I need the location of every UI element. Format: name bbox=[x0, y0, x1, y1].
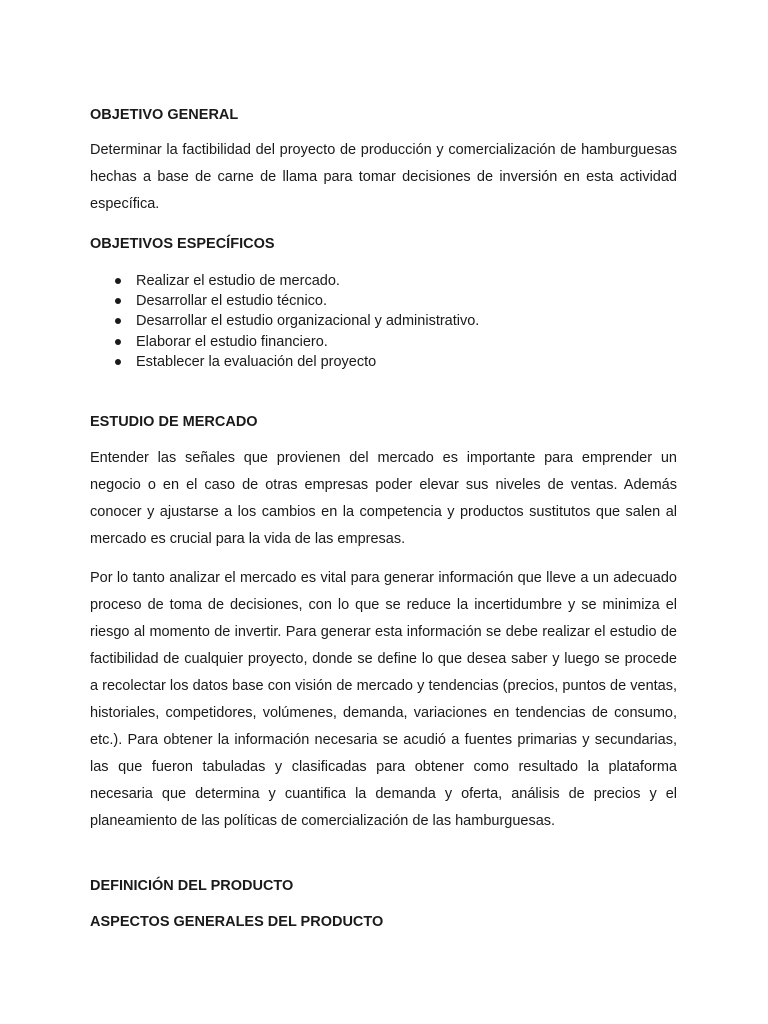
list-item bbox=[90, 332, 479, 352]
paragraph-estudio-1: Entender las señales que provienen del mercado es importante para emprender un negocio o en el caso de otras empresas poder elevar sus niveles de ventas. Además conocer y ajustarse a los cambios en la competencia y productos sustitutos que salen al mercado es crucial para la vida de las empresas. bbox=[90, 450, 677, 547]
paragraph-objetivo-general: Determinar la factibilidad del proyecto de producción y comercialización de hamburguesas hechas a base de carne de llama para tomar decisiones de inversión en esta actividad específica. bbox=[90, 142, 677, 212]
list-item bbox=[90, 291, 479, 311]
list-item-text: Desarrollar el estudio organizacional y administrativo. bbox=[136, 313, 480, 330]
bullet-icon bbox=[115, 278, 121, 284]
list-item bbox=[90, 311, 479, 331]
bullet-icon bbox=[115, 318, 121, 324]
list-item-text: Realizar el estudio de mercado. bbox=[136, 273, 340, 289]
paragraph-estudio-2: Por lo tanto analizar el mercado es vital para generar información que lleve a un adecuado proceso de toma de decisiones, con lo que se reduce la incertidumbre y se minimiza el riesgo al momento de invertir. Para generar esta información se debe realizar el estudio de factibilidad de cualquier proyecto, donde se define lo que desea saber y luego se procede a recolectar los datos base con visión de mercado y tendencias (precios, puntos de ventas, historiales, competidores, volúmenes, demanda, variaciones en tendencias de consumo, etc.). Para obtener la información necesaria se acudió a fuentes primarias y secundarias, las que fueron tabuladas y clasificadas para obtener como resultado la plataforma necesaria que determina y cuantifica la demanda y oferta, análisis de precios y el planeamiento de las políticas de comercialización de las hamburguesas. bbox=[90, 570, 677, 829]
heading-aspectos-generales: ASPECTOS GENERALES DEL PRODUCTO bbox=[90, 914, 384, 930]
heading-definicion-del-producto: DEFINICIÓN DEL PRODUCTO bbox=[90, 878, 294, 894]
list-item bbox=[90, 271, 479, 291]
list-item-text: Desarrollar el estudio técnico. bbox=[136, 293, 328, 310]
bullet-icon bbox=[115, 359, 121, 365]
heading-estudio-de-mercado: ESTUDIO DE MERCADO bbox=[90, 414, 258, 430]
bullet-icon bbox=[115, 339, 121, 345]
heading-objetivo-general: OBJETIVO GENERAL bbox=[90, 107, 239, 123]
list-item-text: Elaborar el estudio financiero. bbox=[136, 333, 328, 350]
list-item-text: Establecer la evaluación del proyecto bbox=[136, 353, 377, 370]
list-item bbox=[90, 352, 479, 372]
heading-objetivos-especificos: OBJETIVOS ESPECÍFICOS bbox=[90, 236, 275, 252]
bullet-icon bbox=[115, 298, 121, 304]
objetivos-list bbox=[90, 271, 479, 372]
